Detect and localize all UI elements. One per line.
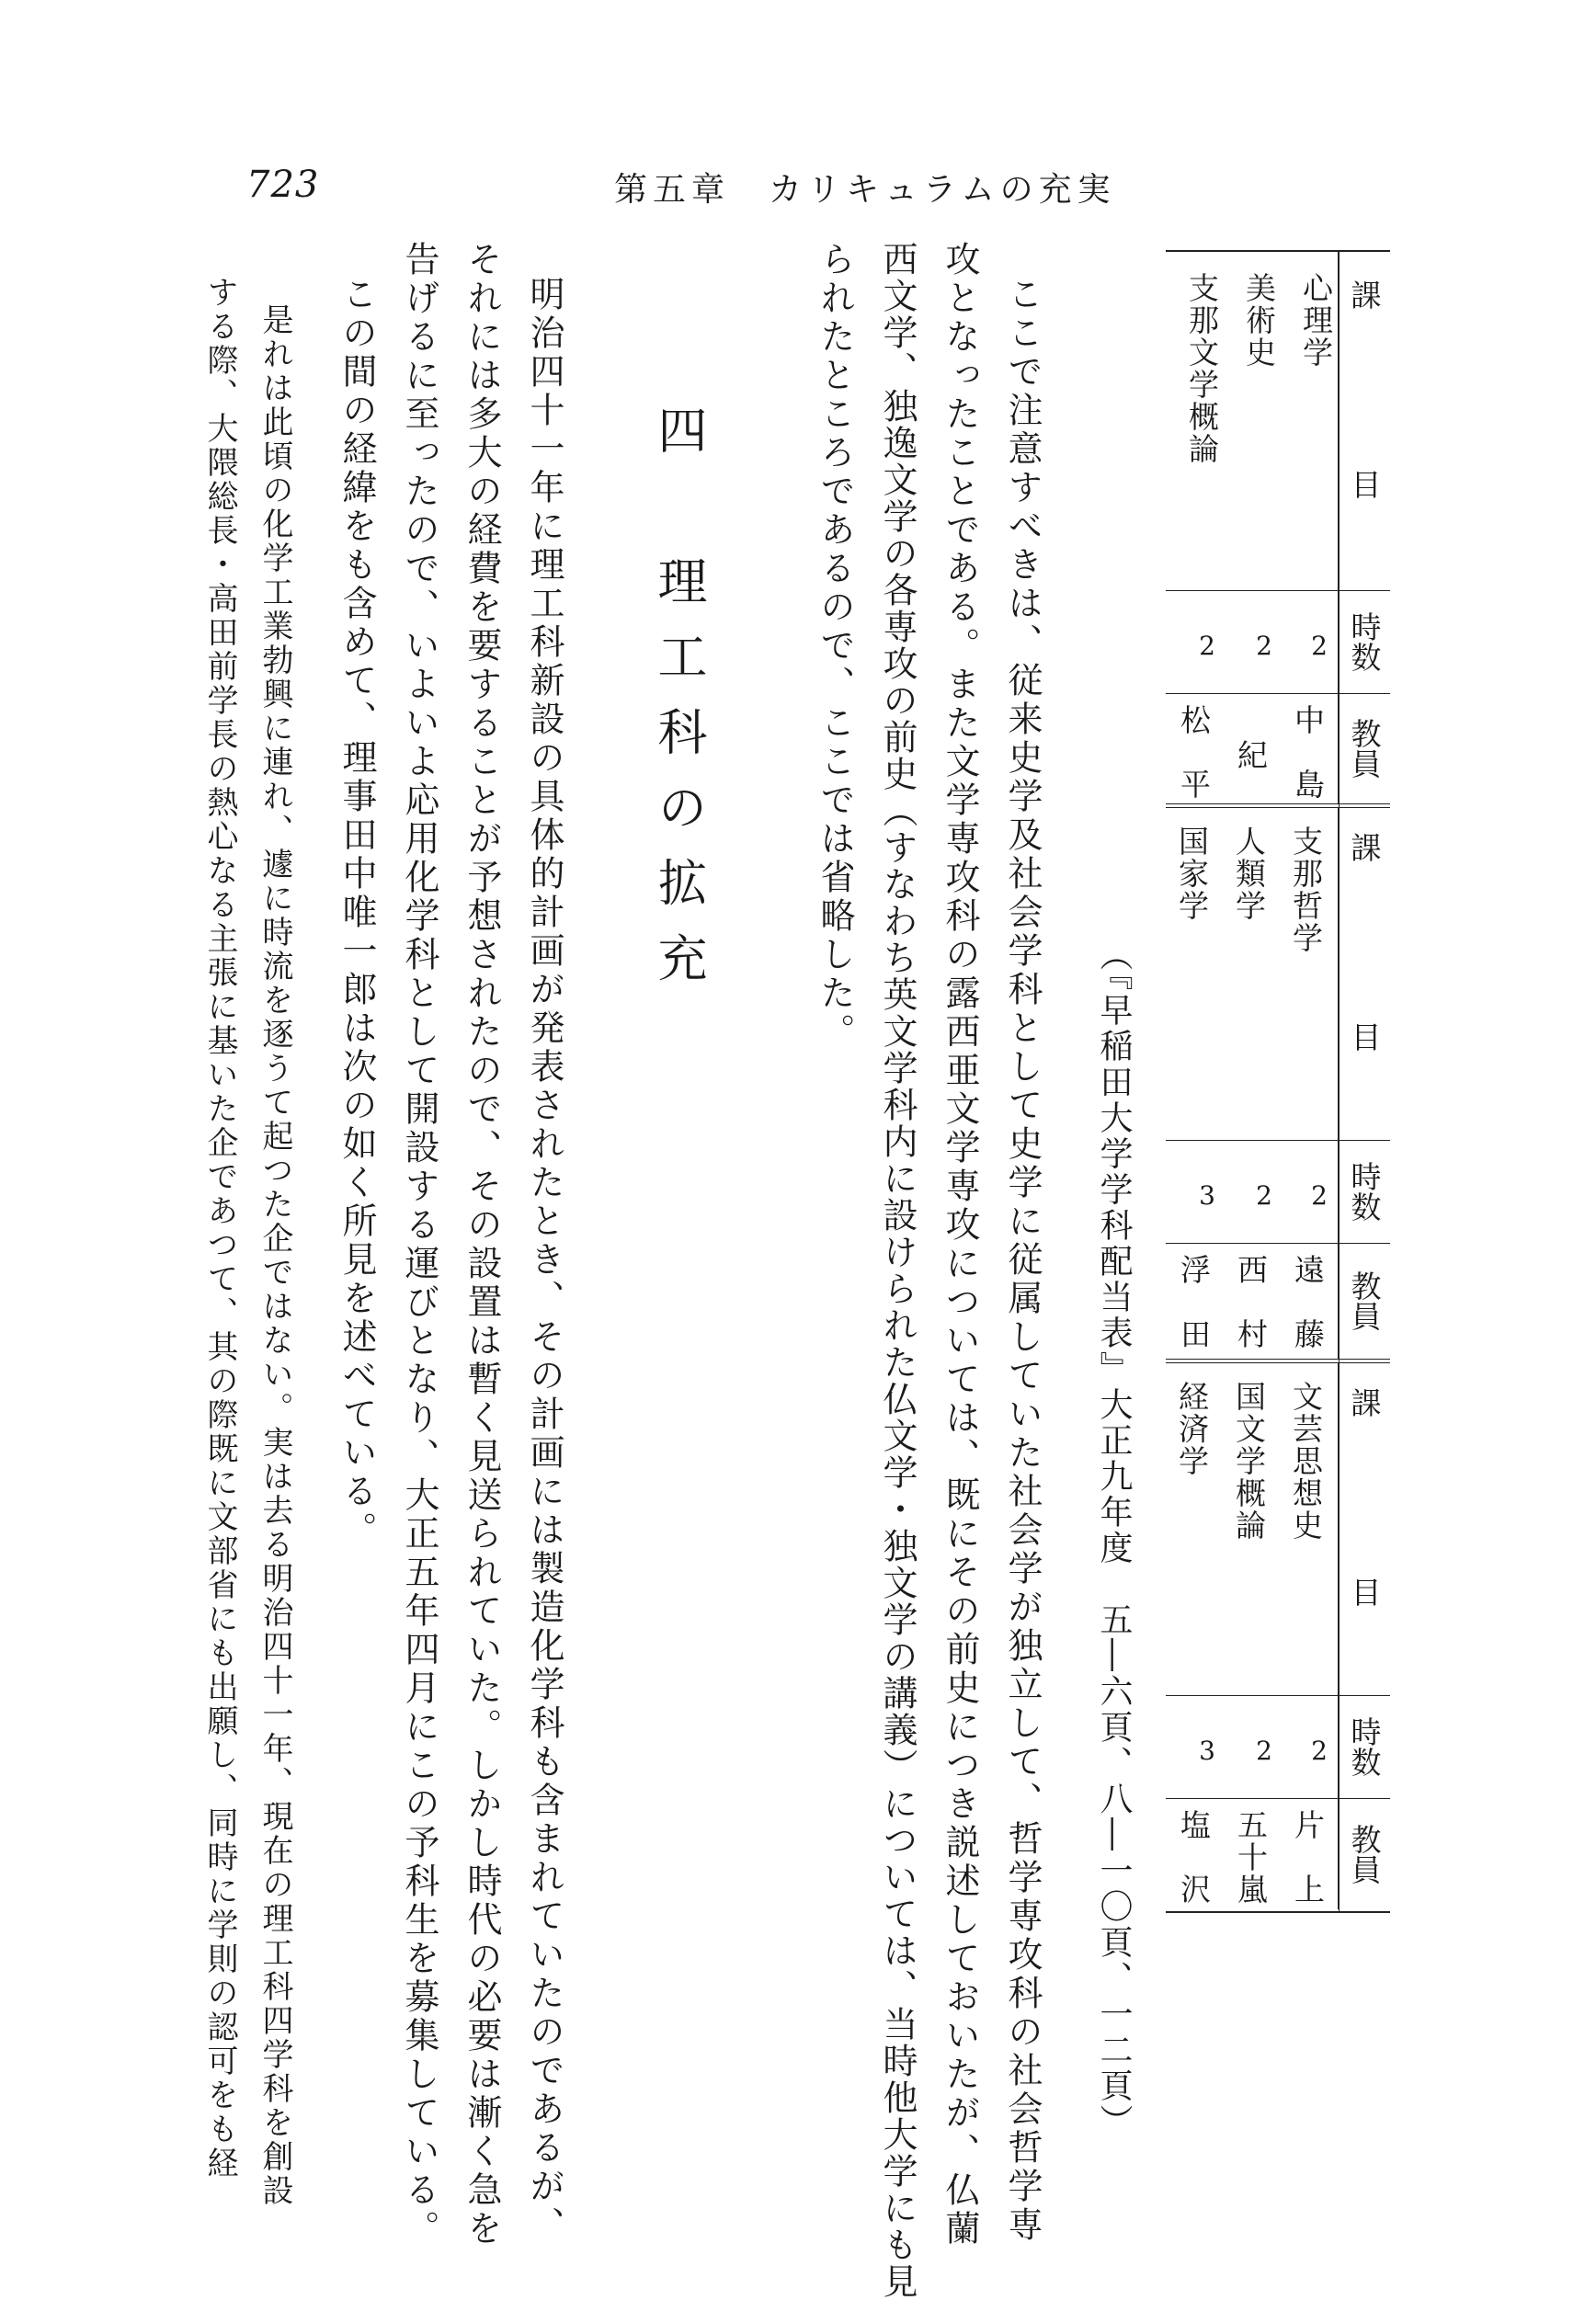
paragraph-1-line-3: 西文学、独逸文学の各専攻の前史（すなわち英文学科内に設けられた仏文学・独文学の講義）については、当時他大学にも見 xyxy=(877,241,918,2300)
teacher-3-1: 片 上 xyxy=(1290,1809,1326,1906)
subject-2-3: 国家学 xyxy=(1174,825,1210,922)
header-hours: 時数 xyxy=(1346,611,1383,672)
header-column xyxy=(1338,807,1390,1359)
teacher-2-3: 浮 田 xyxy=(1176,1254,1212,1350)
hours-2-2: 2 xyxy=(1256,1180,1272,1211)
subject-cell-1-3 xyxy=(1168,252,1225,590)
section-heading: 四 理工科の拡充 xyxy=(650,404,708,1008)
header-column xyxy=(1338,1362,1390,1909)
hours-3-1: 2 xyxy=(1311,1736,1328,1766)
hours-1-2: 2 xyxy=(1256,631,1272,661)
subject-cell-1-2 xyxy=(1225,252,1282,590)
hours-2-3: 3 xyxy=(1199,1180,1215,1211)
paragraph-2-line-2: それには多大の経費を要することが予想されたので、その設置は暫く見送られていた。しかし時代の必要は漸く急を xyxy=(462,241,502,2249)
teacher-1-1: 中 島 xyxy=(1290,704,1326,801)
teacher-1-3: 松 平 xyxy=(1176,704,1212,801)
header-column xyxy=(1338,252,1390,803)
quote-line-1: 是れは此頃の化学工業勃興に連れ、遽に時流を逐うて起つた企ではない。実は去る明治四十一年、現在の理工科四学科を創設 xyxy=(256,303,293,2208)
subject-cell-1-1 xyxy=(1282,252,1339,590)
paragraph-2-line-1: 明治四十一年に理工科新設の具体的計画が発表されたとき、その計画には製造化学科も含まれていたのであるが、 xyxy=(524,276,564,2245)
subject-3-2: 国文学概論 xyxy=(1231,1381,1267,1542)
hours-1-3: 2 xyxy=(1199,631,1215,661)
header-subject: 課 目 xyxy=(1346,831,1383,1116)
teacher-3-2: 五十嵐 xyxy=(1233,1809,1269,1906)
page-number: 723 xyxy=(246,164,320,206)
subject-2-1: 支那哲学 xyxy=(1288,825,1324,954)
hours-3-3: 3 xyxy=(1199,1736,1215,1766)
subject-3-3: 経済学 xyxy=(1174,1381,1210,1477)
header-teacher: 教員 xyxy=(1346,1823,1383,1884)
table-group-2 xyxy=(1166,807,1390,1359)
teacher-1-2: 紀 xyxy=(1233,739,1269,769)
running-title: 第五章 カリキュラムの充実 xyxy=(614,171,1116,209)
paragraph-1-line-2: 攻となったことである。また文学専攻科の露西亜文学専攻については、既にその前史につき説述しておいたが、仏蘭 xyxy=(940,241,980,2249)
hours-3-2: 2 xyxy=(1256,1736,1272,1766)
header-subject: 課 目 xyxy=(1346,1386,1383,1671)
teacher-2-1: 遠 藤 xyxy=(1290,1254,1326,1350)
teacher-2-2: 西 村 xyxy=(1233,1254,1269,1350)
table-group-1 xyxy=(1166,252,1390,803)
paragraph-1-line-4: られたところであるので、ここでは省略した。 xyxy=(815,241,855,1052)
subject-3-1: 文芸思想史 xyxy=(1288,1381,1324,1542)
header-subject: 課 目 xyxy=(1346,279,1383,564)
paragraph-1-line-1: ここで注意すべきは、従来史学及社会学科として史学に従属していた社会学が独立して、哲学専攻科の社会哲学専 xyxy=(1002,276,1043,2245)
subject-text: 支那文学概論 xyxy=(1184,272,1220,465)
hours-2-1: 2 xyxy=(1311,1180,1328,1211)
subject-text: 心理学 xyxy=(1298,272,1334,369)
paragraph-2-line-4: この間の経緯をも含めて、理事田中唯一郎は次の如く所見を述べている。 xyxy=(336,276,377,1550)
header-hours: 時数 xyxy=(1346,1716,1383,1777)
paragraph-2-line-3: 告げるに至ったので、いよいよ応用化学科として開設する運びとなり、大正五年四月にこの予科生を募集している。 xyxy=(399,241,439,2249)
table-source-note: （『早稲田大学学科配当表』大正九年度 五―六頁、八―一〇頁、一二頁） xyxy=(1095,938,1133,2140)
header-hours: 時数 xyxy=(1346,1161,1383,1222)
teacher-3-3: 塩 沢 xyxy=(1176,1809,1212,1906)
curriculum-table xyxy=(1166,250,1390,1913)
header-teacher: 教員 xyxy=(1346,1270,1383,1331)
quote-line-2: する際、大隈総長・高田前学長の熱心なる主張に基いた企であつて、其の際既に文部省にも出願し、同時に学則の認可をも経 xyxy=(201,276,238,2180)
subject-2-2: 人類学 xyxy=(1231,825,1267,922)
table-group-3 xyxy=(1166,1362,1390,1909)
header-teacher: 教員 xyxy=(1346,718,1383,779)
hours-1-1: 2 xyxy=(1311,631,1328,661)
subject-text: 美術史 xyxy=(1241,272,1277,369)
